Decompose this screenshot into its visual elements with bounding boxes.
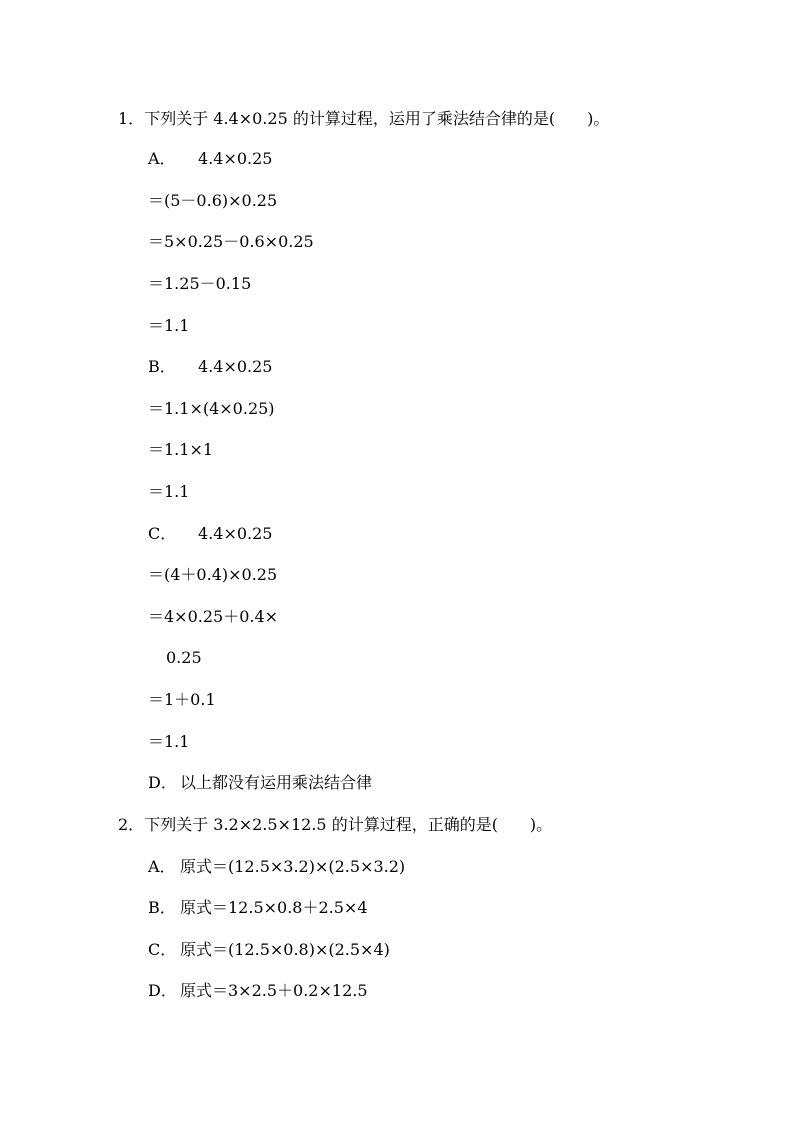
option-expression: 4.4×0.25: [198, 524, 273, 543]
option-c-step-continued: 0.25: [166, 648, 202, 667]
option-b-first-line: [148, 356, 272, 378]
q2-option-a: [148, 856, 405, 878]
question-number: 1．: [118, 109, 145, 128]
option-b-step: ＝1.1×1: [148, 440, 214, 459]
question-number: 2．: [118, 815, 145, 834]
option-c-first-line: [148, 523, 272, 545]
option-c-step: ＝4×0.25＋0.4×: [148, 607, 279, 626]
option-letter: C．: [148, 524, 177, 543]
option-text: 原式＝12.5×0.8＋2.5×4: [180, 898, 368, 917]
q2-option-b: [148, 897, 368, 919]
option-a-step: ＝1.1: [148, 316, 190, 335]
option-a-first-line: [148, 148, 272, 170]
option-b-step: ＝1.1: [148, 482, 190, 501]
option-a-step: ＝1.25－0.15: [148, 274, 252, 293]
option-a-step: ＝5×0.25－0.6×0.25: [148, 232, 314, 251]
q2-option-c: [148, 939, 390, 961]
option-text: 原式＝(12.5×0.8)×(2.5×4): [180, 940, 390, 959]
question-text: 下列关于 3.2×2.5×12.5 的计算过程，正确的是( )。: [144, 815, 553, 834]
option-letter: B．: [148, 357, 176, 376]
question-1-stem: [118, 108, 609, 130]
option-text: 以上都没有运用乘法结合律: [180, 773, 373, 792]
option-letter: D．: [148, 773, 177, 792]
option-letter: A．: [148, 149, 176, 168]
option-expression: 4.4×0.25: [198, 149, 273, 168]
option-b-step: ＝1.1×(4×0.25): [148, 399, 275, 418]
option-c-step: ＝(4＋0.4)×0.25: [148, 565, 278, 584]
option-c-step: ＝1.1: [148, 732, 190, 751]
option-c-step: ＝1＋0.1: [148, 690, 216, 709]
option-expression: 4.4×0.25: [198, 357, 273, 376]
option-d: [148, 772, 372, 794]
question-text: 下列关于 4.4×0.25 的计算过程，运用了乘法结合律的是( )。: [144, 109, 610, 128]
q2-option-d: [148, 980, 368, 1002]
option-letter: D．: [148, 981, 177, 1000]
option-letter: B．: [148, 898, 176, 917]
option-letter: A．: [148, 857, 176, 876]
option-a-step: ＝(5－0.6)×0.25: [148, 191, 278, 210]
option-text: 原式＝(12.5×3.2)×(2.5×3.2): [180, 857, 406, 876]
option-letter: C．: [148, 940, 177, 959]
question-2-stem: [118, 814, 552, 836]
option-text: 原式＝3×2.5＋0.2×12.5: [180, 981, 368, 1000]
